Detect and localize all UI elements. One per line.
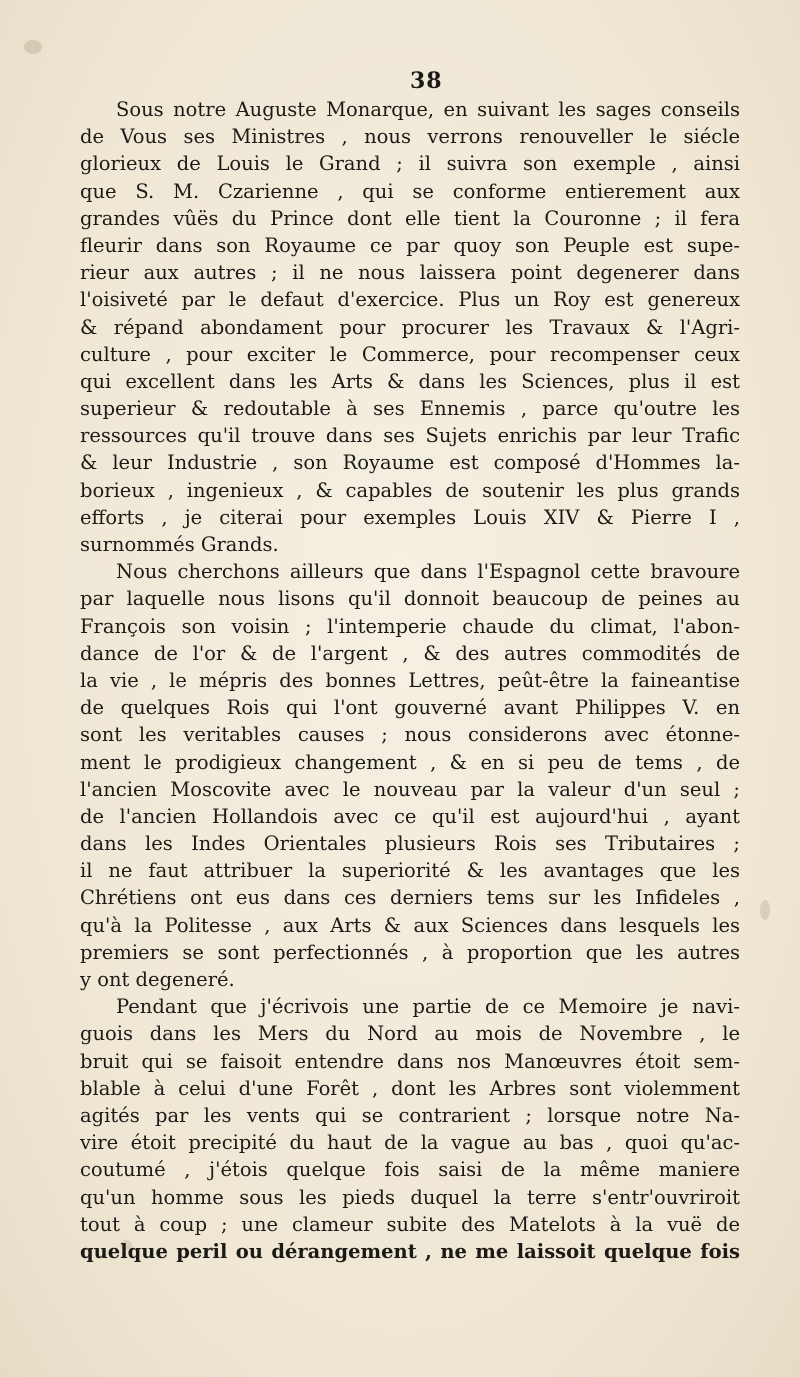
text-line: ressources qu'il trouve dans ses Sujets enrichis par leur Trafic: [80, 424, 740, 448]
text-line: coutumé , j'étois quelque fois saisi de la même maniere: [80, 1158, 740, 1182]
text-line: la vie , le mépris des bonnes Lettres, peût-être la faineantise: [80, 668, 740, 692]
text-line: blable à celui d'une Forêt , dont les Arbres sont violemment: [80, 1076, 740, 1100]
text-line: quelque peril ou dérangement , ne me laissoit quelque fois: [80, 1239, 740, 1263]
text-line: de quelques Rois qui l'ont gouverné avant Philippes V. en: [80, 696, 740, 720]
text-line: Pendant que j'écrivois une partie de ce Memoire je navi-: [116, 995, 740, 1019]
text-line: François son voisin ; l'intemperie chaude du climat, l'abon-: [80, 614, 740, 638]
text-line: tout à coup ; une clameur subite des Matelots à la vuë de: [80, 1212, 740, 1236]
text-line: sont les veritables causes ; nous considerons avec étonne-: [80, 723, 740, 747]
text-line: guois dans les Mers du Nord au mois de Novembre , le: [80, 1022, 740, 1046]
text-line: de Vous ses Ministres , nous verrons renouveller le siécle: [80, 125, 740, 149]
text-line: l'oisiveté par le defaut d'exercice. Plus un Roy est genereux: [80, 288, 740, 312]
text-line: ment le prodigieux changement , & en si peu de tems , de: [80, 750, 740, 774]
text-line: efforts , je citerai pour exemples Louis XIV & Pierre I ,: [80, 505, 740, 529]
text-line: que S. M. Czarienne , qui se conforme entierement aux: [80, 179, 740, 203]
text-line: agités par les vents qui se contrarient ; lorsque notre Na-: [80, 1103, 740, 1127]
text-line: qu'un homme sous les pieds duquel la terre s'entr'ouvriroit: [80, 1185, 740, 1209]
text-line: Sous notre Auguste Monarque, en suivant les sages conseils: [116, 98, 740, 121]
text-line: l'ancien Moscovite avec le nouveau par la valeur d'un seul ;: [80, 777, 740, 801]
text-line: dance de l'or & de l'argent , & des autres commodités de: [80, 641, 740, 665]
text-line: superieur & redoutable à ses Ennemis , parce qu'outre les: [80, 397, 740, 421]
text-line: qu'à la Politesse , aux Arts & aux Sciences dans lesquels les: [80, 913, 740, 937]
text-line: vire étoit precipité du haut de la vague au bas , quoi qu'ac-: [80, 1131, 740, 1155]
paper-stain: [24, 40, 42, 54]
text-line: par laquelle nous lisons qu'il donnoit beaucoup de peines au: [80, 587, 740, 611]
text-line: Nous cherchons ailleurs que dans l'Espagnol cette bravoure: [116, 560, 740, 584]
text-line: rieur aux autres ; il ne nous laissera point degenerer dans: [80, 261, 740, 285]
text-line: de l'ancien Hollandois avec ce qu'il est aujourd'hui , ayant: [80, 804, 740, 828]
body-text: [80, 96, 740, 1265]
text-line: glorieux de Louis le Grand ; il suivra son exemple , ainsi: [80, 152, 740, 176]
text-line: qui excellent dans les Arts & dans les Sciences, plus il est: [80, 369, 740, 393]
text-line: borieux , ingenieux , & capables de soutenir les plus grands: [80, 478, 740, 502]
text-line: & leur Industrie , son Royaume est composé d'Hommes la-: [80, 451, 740, 475]
text-line: grandes vûës du Prince dont elle tient la Couronne ; il fera: [80, 206, 740, 230]
text-line: dans les Indes Orientales plusieurs Rois ses Tributaires ;: [80, 832, 740, 856]
text-line: surnommés Grands.: [80, 533, 279, 556]
text-line: culture , pour exciter le Commerce, pour recompenser ceux: [80, 342, 740, 366]
text-line: il ne faut attribuer la superiorité & les avantages que les: [80, 859, 740, 883]
text-line: y ont degeneré.: [80, 968, 235, 991]
text-line: premiers se sont perfectionnés , à proportion que les autres: [80, 940, 740, 964]
paper-stain: [760, 900, 770, 920]
text-line: & répand abondament pour procurer les Travaux & l'Agri-: [80, 315, 740, 339]
text-line: Chrétiens ont eus dans ces derniers tems sur les Infideles ,: [80, 886, 740, 910]
page-number: 38: [410, 68, 443, 94]
text-line: bruit qui se faisoit entendre dans nos Manœuvres étoit sem-: [80, 1049, 740, 1073]
text-line: fleurir dans son Royaume ce par quoy son Peuple est supe-: [80, 233, 740, 257]
